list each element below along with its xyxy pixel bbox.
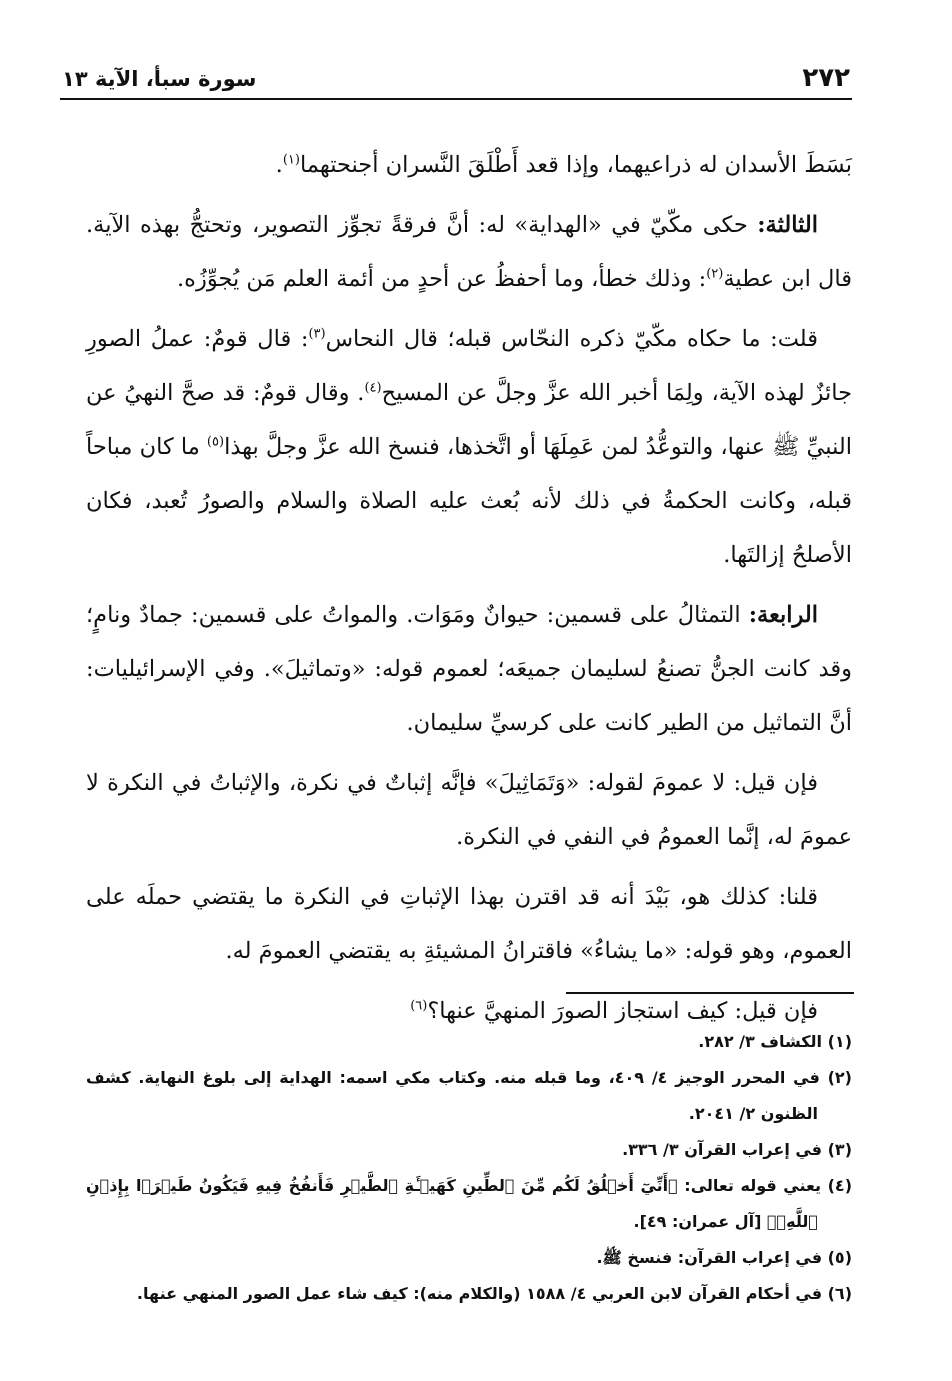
header-rule [60,98,852,100]
main-text [86,138,852,1044]
paragraph-1: بَسَطَ الأسدان له ذراعيهما، وإذا قعد أَطْلَقَ النَّسران أجنحتهما$^{(١)}$. [275,152,852,178]
paragraph-7: فإن قيل: كيف استجاز الصورَ المنهيَّ عنها؟$^{(٦)}$ [410,998,818,1024]
footnotes [86,1024,852,1312]
page-header [62,62,850,96]
running-title: سورة سبأ، الآية ١٣ [62,67,257,91]
paragraph-4: الرابعة: التمثالُ على قسمين: حيوانٌ ومَوَات. والمواتُ على قسمين: جمادٌ ونامٍ؛ وقد كانت الجنُّ تصنعُ لسليمان جميعَه؛ لعموم قوله: «وتماثيلَ». وفي الإسرائيليات: أنَّ التماثيل من الطير كانت على كرسيِّ سليمان. [86,602,852,736]
footnote-ref-1: (١) [282,152,300,168]
paragraph-6: قلنا: كذلك هو، بَيْدَ أنه قد اقترن بهذا الإثباتِ في النكرة ما يقتضي حملَه على العموم، وهو قوله: «ما يشاءُ» فاقترانُ المشيئةِ به يقتضي العمومَ له. [86,884,852,964]
paragraph-3: قلت: ما حكاه مكّيّ ذكره النحّاس قبله؛ قال النحاس$^{(٣)}$: قال قومٌ: عملُ الصورِ جائزٌ لهذه الآية، ولِمَا أخبر الله عزَّ وجلَّ عن المسيح$^{(٤)}$. وقال قومٌ: قد صحَّ النهيُ عن النبيِّ ﷺ عنها، والتوعُّدُ لمن عَمِلَهَا أو اتَّخذها، فنسخ الله عزَّ وجلَّ بهذا$^{(٥)}$ ما كان مباحاً قبله، وكانت الحكمةُ في ذلك لأنه بُعث عليه الصلاة والسلام والصورُ تُعبد، فكان الأصلحُ إزالتَها. [86,326,852,568]
section-lead-third: الثالثة: [757,212,818,238]
footnote-ref-3: (٣) [308,326,326,342]
footnote-ref-6: (٦) [410,998,428,1014]
footnote-4: (٤) يعني قوله تعالى: ﴿أَنِّيٓ أَخۡلُقُ لَكُم مِّنَ ٱلطِّينِ كَهَيۡـَٔةِ ٱلطَّيۡرِ فَأَنفُخُ فِيهِ فَيَكُونُ طَيۡرَۢا بِإِذۡنِ ٱللَّهِۖ﴾ [آل عمران: ٤٩]. [86,1176,852,1231]
footnote-2: (٢) في المحرر الوجيز ٤/ ٤٠٩، وما قبله منه. وكتاب مكي اسمه: الهداية إلى بلوغ النهاية. كشف الظنون ٢/ ٢٠٤١. [86,1068,852,1123]
footnote-5: (٥) في إعراب القرآن: فنسخ ﷺ. [596,1248,852,1267]
footnote-3: (٣) في إعراب القرآن ٣/ ٣٣٦. [622,1140,852,1159]
paragraph-2: الثالثة: حكى مكّيّ في «الهداية» له: أنَّ فرقةً تجوِّز التصوير، وتحتجُّ بهذه الآية. قال ابن عطية$^{(٢)}$: وذلك خطأ، وما أحفظُ عن أحدٍ من أئمة العلم مَن يُجوِّزُه. [86,212,852,292]
footnote-ref-2: (٢) [706,266,724,282]
footnote-ref-4: (٤) [364,380,382,396]
section-lead-fourth: الرابعة: [748,602,818,628]
footnote-ref-5: (٥) [206,434,225,450]
footnote-6: (٦) في أحكام القرآن لابن العربي ٤/ ١٥٨٨ (والكلام منه): كيف شاء عمل الصور المنهي عنها. [136,1284,852,1303]
footnote-1: (١) الكشاف ٣/ ٢٨٢. [698,1032,852,1051]
paragraph-5: فإن قيل: لا عمومَ لقوله: «وَتَمَاثِيلَ» فإنَّه إثباتٌ في نكرة، والإثباتُ في النكرة لا عمومَ له، إنَّما العمومُ في النفي في النكرة. [86,770,852,850]
page-number: ٢٧٢ [802,63,850,93]
footnote-separator [566,992,854,994]
